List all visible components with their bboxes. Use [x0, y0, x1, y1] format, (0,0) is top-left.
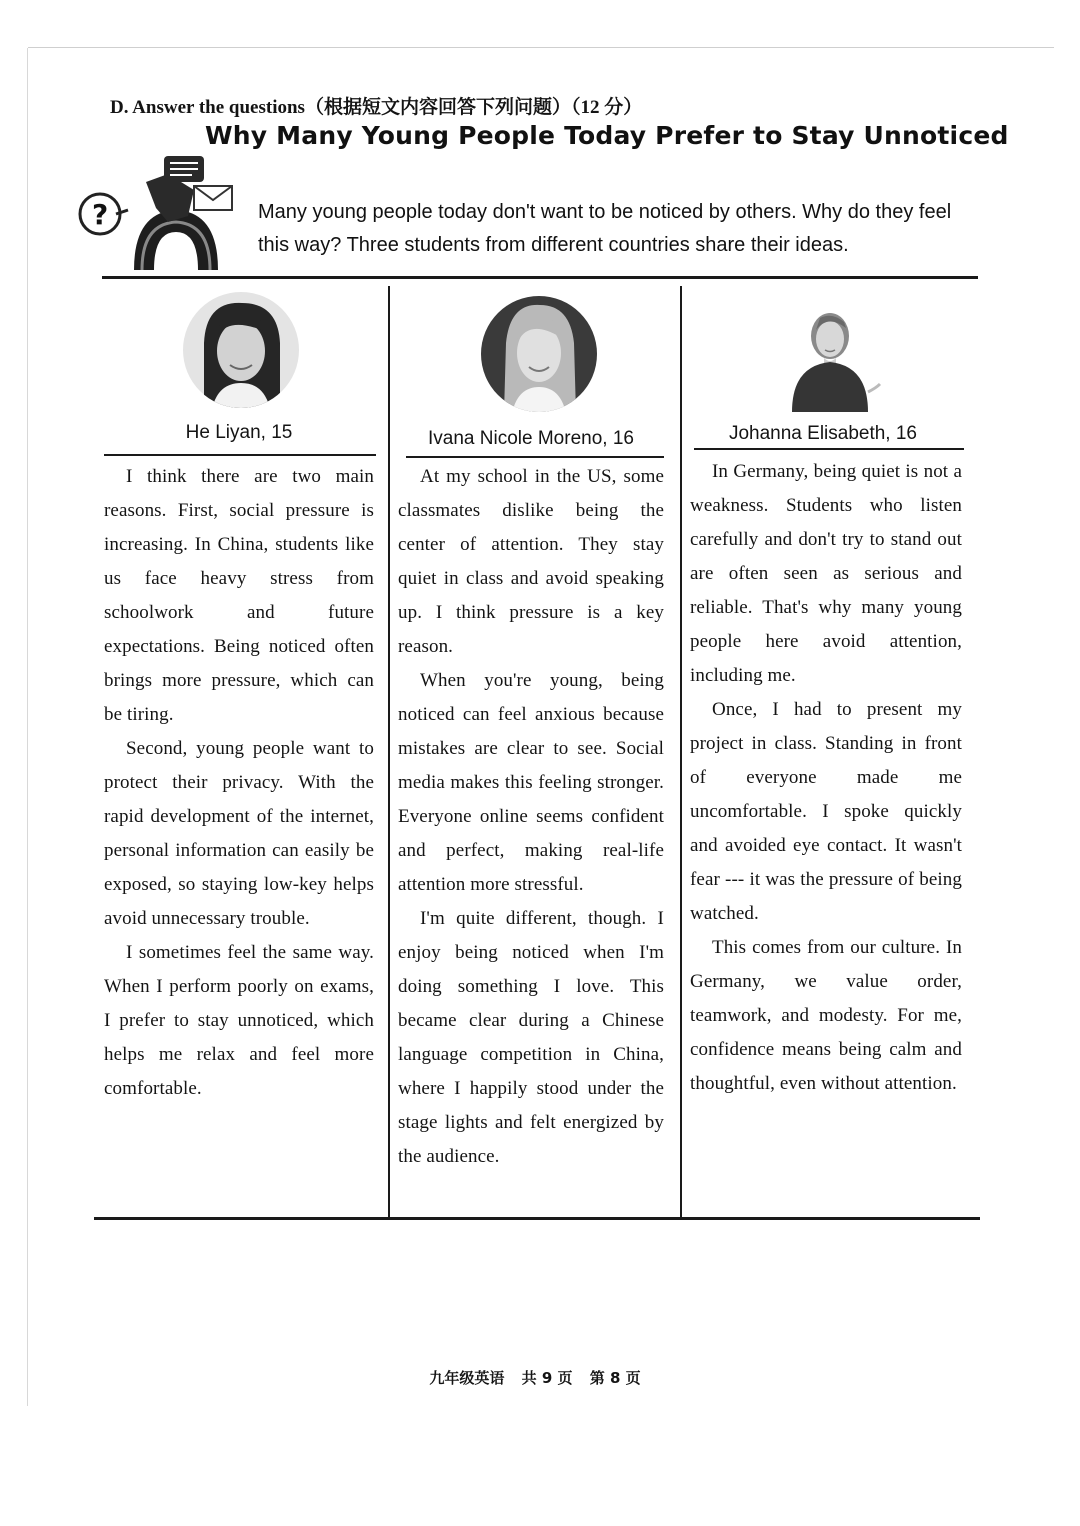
student-text-ivana [398, 460, 664, 1174]
article-intro: Many young people today don't want to be noticed by others. Why do they feel this way? Three students from different countries share their ideas. [258, 201, 952, 256]
student-name: Johanna Elisabeth, 16 [728, 423, 918, 444]
column-divider [388, 286, 390, 1218]
student-name: He Liyan, 15 [185, 422, 293, 443]
paragraph: I sometimes feel the same way. When I perform poorly on exams, I prefer to stay unnoticed, which helps me relax and feel more comfortable. [104, 942, 374, 1099]
student-avatar-johanna [780, 300, 884, 414]
article-title: Why Many Young People Today Prefer to Stay Unnoticed [205, 121, 1009, 150]
footer-page-number: 第 8 页 [589, 1369, 641, 1387]
footer-total-pages: 共 9 页 [521, 1369, 573, 1387]
paragraph: I'm quite different, though. I enjoy being noticed when I'm doing something I love. This became clear during a Chinese language competition in China, where I happily stood under the stage lights and felt energized by the audience. [398, 908, 664, 1167]
svg-text:?: ? [92, 198, 109, 231]
page-footer [0, 1367, 1070, 1388]
table-bottom-rule [94, 1217, 980, 1220]
paragraph: In Germany, being quiet is not a weakness. Students who listen carefully and don't try to stand out are often seen as serious and reliable. That's why many young people here avoid attention, including me. [690, 461, 962, 686]
page-edge-left [27, 48, 28, 1406]
paragraph: This comes from our culture. In Germany, we value order, teamwork, and modesty. For me, confidence means being calm and thoughtful, even without attention. [690, 937, 962, 1094]
paragraph: At my school in the US, some classmates dislike being the center of attention. They stay quiet in class and avoid speaking up. I think pressure is a key reason. [398, 466, 664, 657]
student-text-he-liyan [104, 460, 374, 1106]
name-underline [694, 448, 964, 450]
name-underline [104, 454, 376, 456]
student-text-johanna [690, 455, 962, 1101]
column-divider [680, 286, 682, 1218]
paragraph: When you're young, being noticed can feel anxious because mistakes are clear to see. Social media makes this feeling stronger. Everyone online seems confident and perfect, making real-life attention more stressful. [398, 670, 664, 895]
student-avatar-he-liyan [182, 291, 300, 409]
section-heading: D. Answer the questions（根据短文内容回答下列问题）（12 分） [110, 97, 643, 118]
paragraph: Once, I had to present my project in class. Standing in front of everyone made me uncomfortable. I spoke quickly and avoided eye contact. It wasn't fear --- it was the pressure of being watched. [690, 699, 962, 924]
student-avatar-ivana [480, 295, 598, 413]
question-chat-hand-icon [76, 152, 236, 270]
page-edge-top [28, 47, 1054, 48]
name-underline [406, 456, 664, 458]
footer-subject: 九年级英语 [429, 1369, 505, 1387]
table-top-rule [102, 276, 978, 279]
paragraph: I think there are two main reasons. First, social pressure is increasing. In China, students like us face heavy stress from schoolwork and future expectations. Being noticed often brings more pressure, which can be tiring. [104, 466, 374, 725]
student-name: Ivana Nicole Moreno, 16 [428, 428, 634, 449]
paragraph: Second, young people want to protect their privacy. With the rapid development of the internet, personal information can easily be exposed, so staying low-key helps avoid unnecessary trouble. [104, 738, 374, 929]
